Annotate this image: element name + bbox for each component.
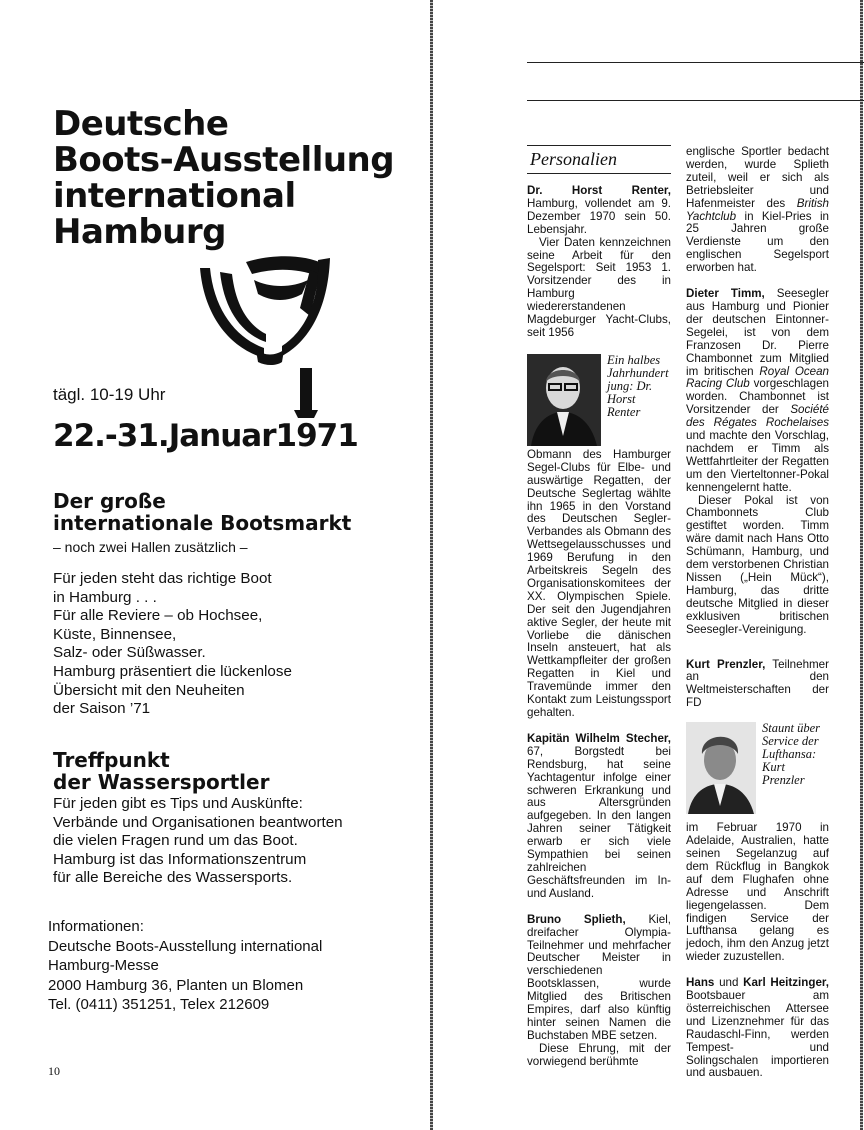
entry-text: vorgeschlagen worden. Chambonnet ist Vorsitzender der bbox=[686, 377, 829, 417]
header-rule bbox=[527, 62, 864, 63]
entry-text: in Kiel-Pries in 25 Jahren große Verdienste um den englischen Segelsport erworben hat. bbox=[686, 209, 829, 275]
contact-information bbox=[48, 917, 322, 1015]
portrait-photo bbox=[527, 354, 601, 446]
market-heading-line: internationale Bootsmarkt bbox=[53, 511, 352, 535]
stecher-entry bbox=[527, 733, 671, 901]
header-rule bbox=[527, 100, 864, 101]
splieth-entry bbox=[527, 914, 671, 1043]
text-line: in Hamburg . . . bbox=[53, 588, 157, 606]
splieth-continued bbox=[686, 146, 829, 275]
renter-entry bbox=[527, 185, 671, 237]
info-line: 2000 Hamburg 36, Planten un Blomen bbox=[48, 976, 304, 994]
entry-text: Hamburg, vollendet am 9. Dezember 1970 sein 50. Lebensjahr. bbox=[527, 196, 671, 236]
info-line: Deutsche Boots-Ausstellung international bbox=[48, 937, 323, 955]
show-dates: 22.-31.Januar1971 bbox=[53, 418, 358, 454]
person-name: Hans bbox=[686, 976, 715, 990]
club-name: Société des Régates Rochelaises bbox=[686, 403, 829, 430]
renter-photo-block bbox=[527, 354, 671, 446]
heitzinger-entry bbox=[686, 977, 829, 1080]
opening-hours: tägl. 10-19 Uhr bbox=[53, 385, 166, 404]
ad-title-line: Boots-Ausstellung bbox=[53, 140, 395, 180]
entry-text: englische Sportler bedacht werden, wurde Splieth zuteil, weil er sich als Betriebsleiter und Hafenmeister des bbox=[686, 145, 829, 210]
text-line: Verbände und Organisationen beantworten bbox=[53, 813, 343, 831]
entry-paragraph: Obmann des Hamburger Segel-Clubs für Elbe- und auswärtige Regatten, der Deutsche Seglertag wählte ihn 1965 in den Vorstand des Deutschen Segler-Verbandes als Obmann des Wettsegelausschusses und 1969 Berufung in den Arbeitskreis Segeln des Organisationskomitees der XX. Olympischen Spiele. Der seit den Jugendjahren aktive Segler, der heute mit Vorliebe die dänischen Inseln ansteuert, hat als Wettkampfleiter der großen Regatten in Kiel und Travemünde immer den Kontakt zum Leistungssport gehalten. bbox=[527, 447, 671, 719]
photo-caption: Ein halbes Jahrhundert jung: Dr. Horst Renter bbox=[607, 352, 669, 419]
prenzler-entry bbox=[686, 659, 829, 711]
person-name: Kapitän Wilhelm Stecher, bbox=[527, 731, 671, 745]
entry-text: und machte den Vorschlag, nachdem er Timm als Wettfahrtleiter der Regatten um den Vierteltonner-Pokal kennengelernt hatte. bbox=[686, 429, 829, 494]
boat-show-advertisement bbox=[0, 0, 420, 1130]
entry-text: Seesegler aus Hamburg und Pionier der deutschen Eintonner-Segelei, ist von dem Franzosen Dr. Pierre Chambonnet zum Mitglied im britischen bbox=[686, 287, 829, 378]
text-line: der Saison ’71 bbox=[53, 700, 151, 718]
text-line: Für jeden steht das richtige Boot bbox=[53, 570, 272, 587]
news-column-1 bbox=[527, 143, 671, 1069]
entry-text: Teilnehmer an den Weltmeisterschaften der FD bbox=[686, 657, 829, 710]
entry-paragraph: im Februar 1970 in Adelaide, Australien, hatte seinen Segelanzug auf dem Rückflug in Bangkok auf dem Flughafen ohne Adresse und Anschrift liegengelassen. Dem findigen Service der Lufthansa gelang es jedoch, ihm den Anzug jetzt wieder zuzustellen. bbox=[686, 821, 829, 964]
boat-show-logo bbox=[196, 250, 336, 420]
ad-title-line: Hamburg bbox=[53, 212, 226, 252]
text-line: Für jeden gibt es Tips und Auskünfte: bbox=[53, 795, 303, 812]
ad-title-line: Deutsche bbox=[53, 104, 229, 144]
section-title: Personalien bbox=[527, 145, 671, 174]
ad-title-line: international bbox=[53, 176, 296, 216]
market-text bbox=[53, 570, 292, 719]
person-name: Bruno Splieth, bbox=[527, 912, 626, 926]
page-edge-line bbox=[860, 0, 863, 1130]
page-gutter-line bbox=[430, 0, 433, 1130]
entry-paragraph: Vier Daten kennzeichnen seine Arbeit für den Segelsport: Seit 1953 1. Vorsitzender des in Hamburg wiedererstandenen Magdeburger Yacht-Clubs, seit 1956 bbox=[527, 235, 671, 339]
entry-paragraph: Dieser Pokal ist von Chambonnets Club gestiftet worden. Timm wäre damit nach Hans Otto Schümann, Hamburg, und dem verstorbenen Christian Nissen („Hein Mück“), Hamburg, das dritte deutsche Mitglied in dieser exklusiven britischen Seesegler-Vereinigung. bbox=[686, 493, 829, 636]
text-line: Salz- oder Süßwasser. bbox=[53, 644, 206, 662]
text-line: die vielen Fragen rund um das Boot. bbox=[53, 832, 298, 850]
prenzler-photo-block bbox=[686, 722, 829, 814]
text-line: für alle Bereiche des Wassersports. bbox=[53, 869, 293, 887]
entry-text: Kiel, dreifacher Olympia-Teilnehmer und mehrfacher Deutscher Meister in verschiedenen Bootsklassen, wurde Mitglied des Britischen Empires, darf also künftig hinter seinen Namen die Buchstaben MBE setzen. bbox=[527, 912, 671, 1042]
market-subheading: – noch zwei Hallen zusätzlich – bbox=[53, 539, 248, 555]
meeting-heading-line: Treffpunkt bbox=[53, 748, 170, 772]
text-line: Hamburg präsentiert die lückenlose bbox=[53, 662, 292, 680]
ad-title bbox=[53, 106, 394, 250]
timm-entry bbox=[686, 288, 829, 495]
entry-text: Bootsbauer am österreichischen Attersee und Lizenznehmer für das Raudaschl-Finn, werden Tempest- und Solingschalen importieren und ausbauen. bbox=[686, 989, 829, 1080]
meeting-text bbox=[53, 795, 343, 888]
info-line: Informationen: bbox=[48, 918, 144, 935]
market-heading-line: Der große bbox=[53, 489, 166, 513]
entry-text: und bbox=[719, 976, 739, 990]
meeting-heading bbox=[53, 749, 269, 793]
portrait-photo bbox=[686, 722, 756, 814]
text-line: Für alle Reviere – ob Hochsee, bbox=[53, 607, 263, 625]
news-column-2 bbox=[686, 146, 829, 1080]
club-name: Royal Ocean Racing Club bbox=[686, 364, 829, 391]
entry-paragraph: Diese Ehrung, mit der vorwiegend berühmte bbox=[527, 1041, 671, 1068]
person-name: Kurt Prenzler, bbox=[686, 657, 766, 671]
page-number: 10 bbox=[48, 1064, 60, 1078]
text-line: Küste, Binnensee, bbox=[53, 625, 177, 643]
person-name: Dieter Timm, bbox=[686, 287, 765, 301]
info-line: Tel. (0411) 351251, Telex 212609 bbox=[48, 996, 270, 1013]
info-line: Hamburg-Messe bbox=[48, 957, 159, 974]
photo-caption: Staunt über Service der Lufthansa: Kurt Prenzler bbox=[762, 721, 820, 788]
market-heading bbox=[53, 490, 351, 534]
person-name: Karl Heitzinger, bbox=[743, 976, 829, 990]
club-name: British Yachtclub bbox=[686, 196, 829, 223]
person-name: Dr. Horst Renter, bbox=[527, 184, 671, 197]
text-line: Übersicht mit den Neuheiten bbox=[53, 681, 245, 699]
entry-text: 67, Borgstedt bei Rendsburg, hat seine Yachtagentur infolge einer schweren Erkrankung und aus Altersgründen aufgegeben. In den langen Jahren seiner Tätigkeit erwarb er sich viele Sympathien bei seinen zahlreichen Geschäftsfreunden im In- und Ausland. bbox=[527, 744, 671, 900]
text-line: Hamburg ist das Informationszentrum bbox=[53, 850, 307, 868]
meeting-heading-line: der Wassersportler bbox=[53, 770, 270, 794]
